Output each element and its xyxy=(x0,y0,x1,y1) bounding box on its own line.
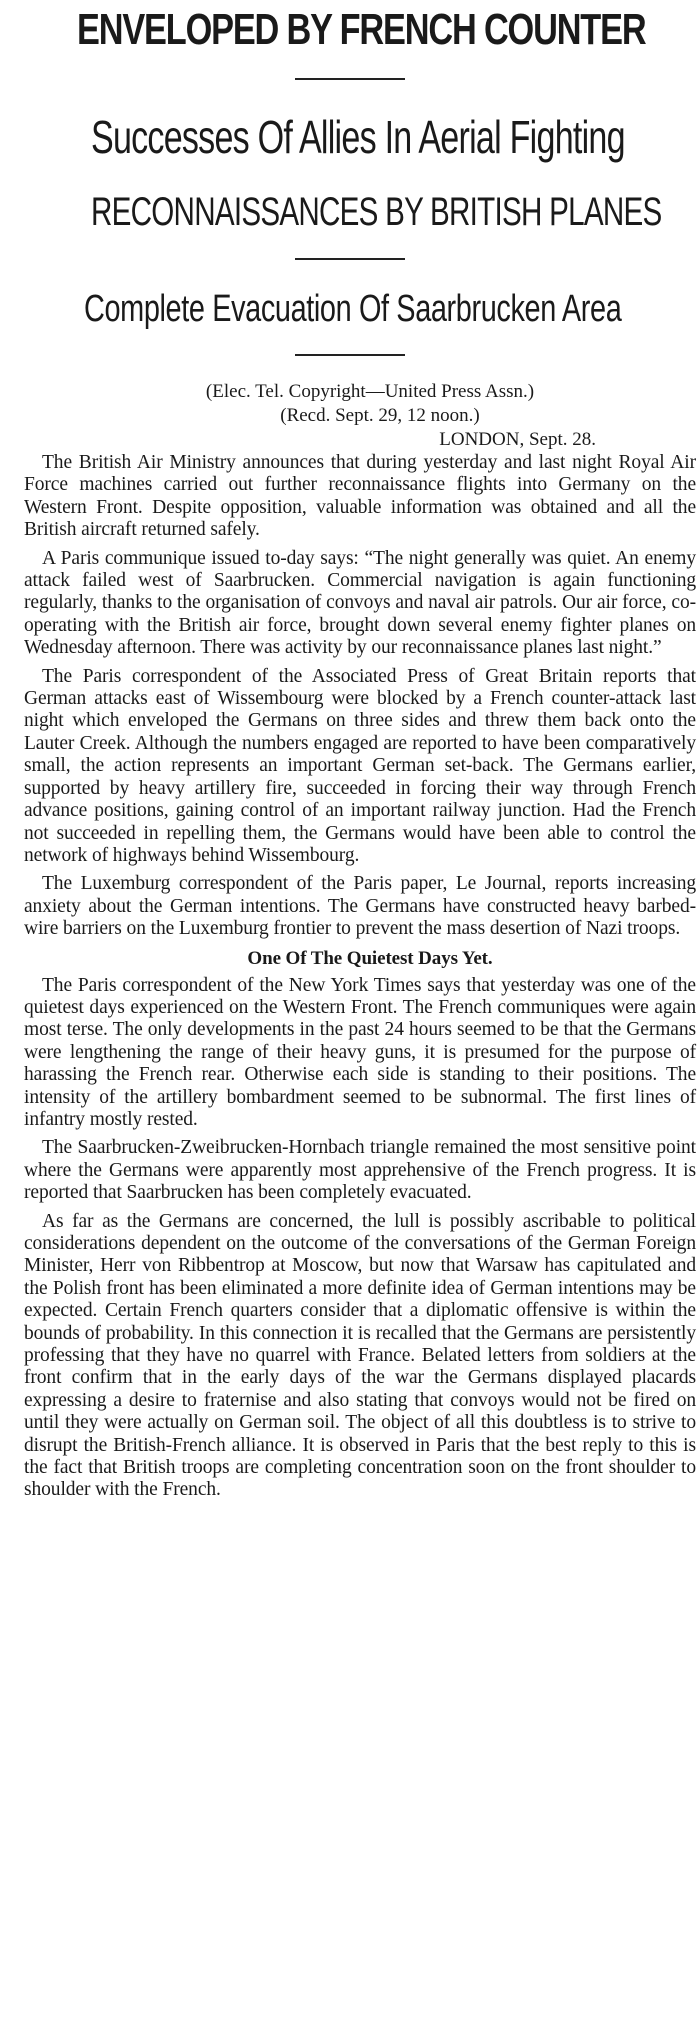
article-paragraph: The Luxemburg correspondent of the Paris paper, Le Journal, reports increasing anxiety about the German intentions. The Germans have constructed heavy barbed-wire barriers on the Luxemburg frontier to prevent the mass desertion of Nazi troops. xyxy=(24,873,696,940)
article-paragraph: A Paris communique issued to-day says: “The night generally was quiet. An enemy attack failed west of Saarbrucken. Commercial navigation is again functioning regularly, thanks to the organisation of convoys and naval air patrols. Our air force, co-operating with the British air force, brought down several enemy fighter planes on Wednesday afternoon. There was activity by our reconnaissance planes last night.” xyxy=(24,547,696,659)
article-paragraph: The British Air Ministry announces that during yesterday and last night Royal Air Force machines carried out further reconnaissance flights into Germany on the Western Front. Despite opposition, valuable information was obtained and all the British aircraft returned safely. xyxy=(24,452,696,541)
article-body xyxy=(0,452,700,1502)
headline-divider xyxy=(295,354,405,356)
article-paragraph: The Paris correspondent of the New York Times says that yesterday was one of the quietest days experienced on the Western Front. The French communiques were again most terse. The only developments in the past 24 hours seemed to be that the Germans were lengthening the range of their heavy guns, it is presumed for the purpose of harassing the French rear. Otherwise each side is standing to their positions. The intensity of the artillery bombardment seemed to be subnormal. The first lines of infantry mostly rested. xyxy=(24,974,696,1130)
article-paragraph: The Paris correspondent of the Associated Press of Great Britain reports that German attacks east of Wissembourg were blocked by a French counter-attack last night which enveloped the Germans on three sides and threw them back onto the Lauter Creek. Although the numbers engaged are reported to have been comparatively small, the action represents an important German set-back. The Germans earlier, supported by heavy artillery fire, succeeded in forcing their way through French advance positions, gaining control of an important railway junction. Had the French not succeeded in repelling them, the Germans would have been able to control the network of highways behind Wissembourg. xyxy=(24,665,696,866)
article-paragraph: As far as the Germans are concerned, the lull is possibly ascribable to political considerations dependent on the outcome of the conversations of the German Foreign Minister, Herr von Ribbentrop at Moscow, but now that Warsaw has capitulated and the Polish front has been eliminated a more definite idea of German intentions may be expected. Certain French quarters consider that a diplomatic offensive is within the bounds of probability. In this connection it is recalled that the Germans are persistently professing that they have no quarrel with France. Belated letters from soldiers at the front confirm that in the early days of the war the Germans displayed placards expressing a desire to fraternise and also stating that convoys would not be fired on until they were actually on German soil. The object of all this doubtless is to strive to disrupt the British-French alliance. It is observed in Paris that the best reply to this is the fact that British troops are completing concentration soon on the front shoulder to shoulder with the French. xyxy=(24,1210,696,1501)
section-subhead: One Of The Quietest Days Yet. xyxy=(247,947,493,969)
main-headline: ENVELOPED BY FRENCH COUNTER xyxy=(77,5,646,54)
dateline: LONDON, Sept. 28. xyxy=(439,429,596,450)
third-headline: RECONNAISSANCES BY BRITISH PLANES xyxy=(91,190,662,234)
second-headline: Successes Of Allies In Aerial Fighting xyxy=(91,111,625,163)
fourth-headline: Complete Evacuation Of Saarbrucken Area xyxy=(84,288,622,330)
received-line: (Recd. Sept. 29, 12 noon.) xyxy=(280,405,480,426)
headline-divider xyxy=(295,258,405,260)
copyright-line: (Elec. Tel. Copyright—United Press Assn.) xyxy=(205,381,535,402)
headline-divider xyxy=(295,78,405,80)
article-paragraph: The Saarbrucken-Zweibrucken-Hornbach triangle remained the most sensitive point where the Germans were apparently most apprehensive of the French progress. It is reported that Saarbrucken has been completely evacuated. xyxy=(24,1137,696,1204)
